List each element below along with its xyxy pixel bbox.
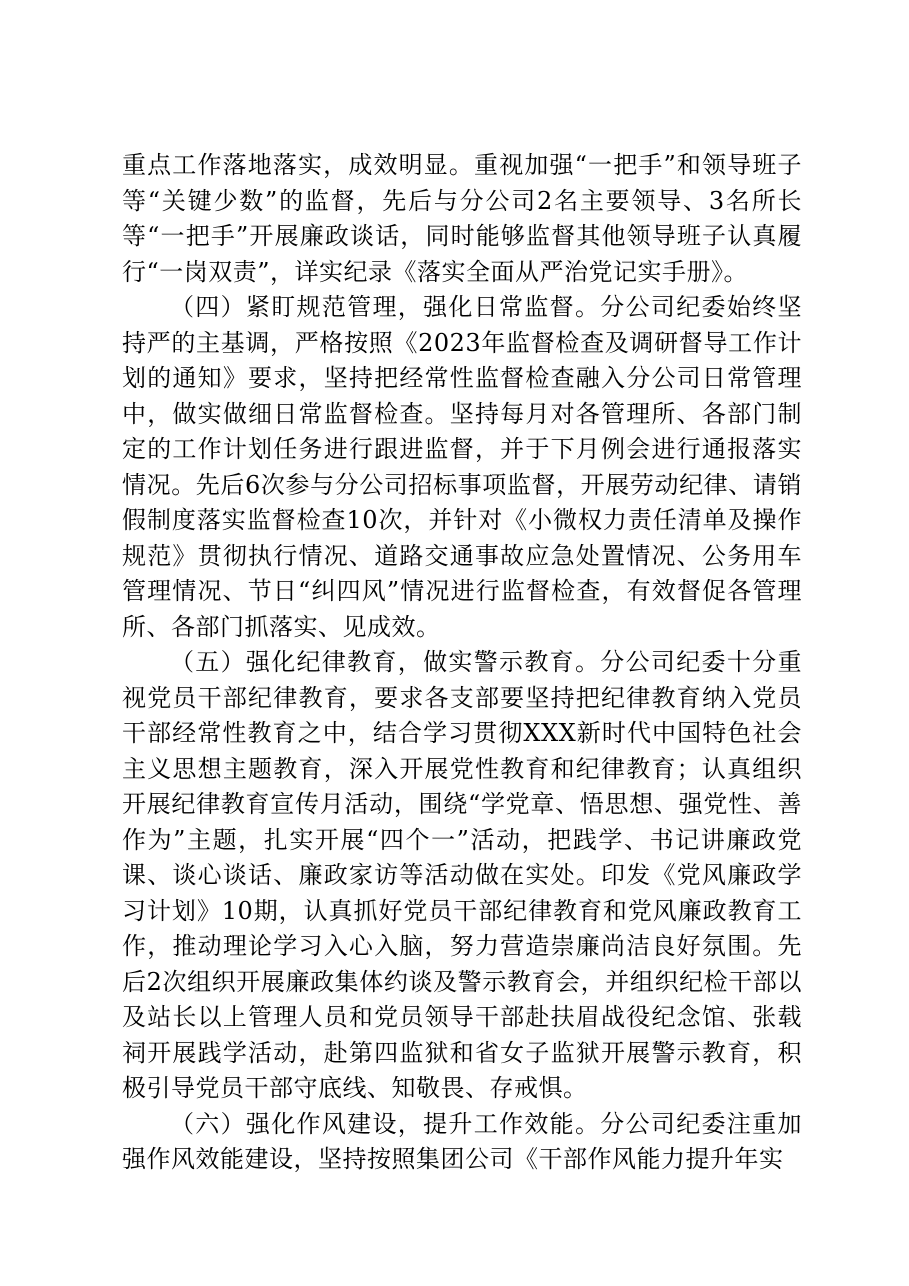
document-body: [122, 148, 802, 1178]
paragraph-section-4: （四）紧盯规范管理，强化日常监督。分公司纪委始终坚持严的主基调，严格按照《2023年监督检查及调研督导工作计划的通知》要求，坚持把经常性监督检查融入分公司日常管理中，做实做细日常监督检查。坚持每月对各管理所、各部门制定的工作计划任务进行跟进监督，并于下月例会进行通报落实情况。先后6次参与分公司招标事项监督，开展劳动纪律、请销假制度落实监督检查10次，并针对《小微权力责任清单及操作规范》贯彻执行情况、道路交通事故应急处置情况、公务用车管理情况、节日“纠四风”情况进行监督检查，有效督促各管理所、各部门抓落实、见成效。: [122, 293, 802, 641]
paragraph-section-5: （五）强化纪律教育，做实警示教育。分公司纪委十分重视党员干部纪律教育，要求各支部要坚持把纪律教育纳入党员干部经常性教育之中，结合学习贯彻XXX新时代中国特色社会主义思想主题教育，深入开展党性教育和纪律教育；认真组织开展纪律教育宣传月活动，围绕“学党章、悟思想、强党性、善作为”主题，扎实开展“四个一”活动，把践学、书记讲廉政党课、谈心谈话、廉政家访等活动做在实处。印发《党风廉政学习计划》10期，认真抓好党员干部纪律教育和党风廉政教育工作，推动理论学习入心入脑，努力营造崇廉尚洁良好氛围。先后2次组织开展廉政集体约谈及警示教育会，并组织纪检干部以及站长以上管理人员和党员领导干部赴扶眉战役纪念馆、张载祠开展践学活动，赴第四监狱和省女子监狱开展警示教育，积极引导党员干部守底线、知敬畏、存戒惧。: [122, 648, 802, 1102]
paragraph-section-6: （六）强化作风建设，提升工作效能。分公司纪委注重加强作风效能建设，坚持按照集团公司《干部作风能力提升年实: [122, 1109, 802, 1173]
paragraph-continuation: 重点工作落地落实，成效明显。重视加强“一把手”和领导班子等“关键少数”的监督，先后与分公司2名主要领导、3名所长等“一把手”开展廉政谈话，同时能够监督其他领导班子认真履行“一岗双责”，详实纪录《落实全面从严治党记实手册》。: [122, 151, 802, 286]
